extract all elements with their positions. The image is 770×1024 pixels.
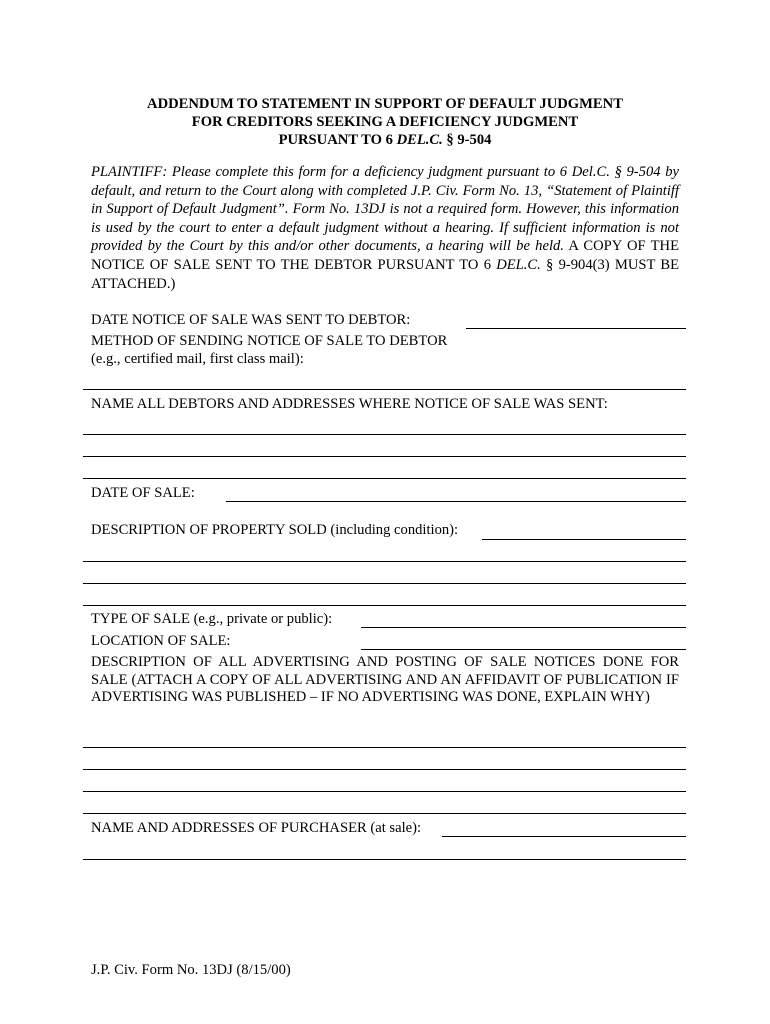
instructions-italic: PLAINTIFF: Please complete this form for a deficiency judgment pursuant to 6 Del.C. § 9-504 by default, and return to the Court along with completed J.P. Civ. Form No. 13, “Statement of Plaintiff in Support of Default Judgment”. Form No. 13DJ is not a required form. However, this information is used by the court to enter a default judgment without a hearing. If sufficient information is not provided by the Court by this and/or other documents, a hearing will be held. — [91, 164, 679, 255]
purchaser-line-2[interactable] — [83, 859, 686, 860]
debtors-addresses-line-1[interactable] — [83, 434, 686, 435]
title-line-3-post: § 9-504 — [442, 132, 492, 148]
title-line-3-pre: PURSUANT TO 6 — [278, 132, 397, 148]
location-of-sale-label: LOCATION OF SALE: — [91, 633, 231, 649]
property-description-label: DESCRIPTION OF PROPERTY SOLD (including condition): — [91, 522, 459, 538]
type-of-sale-label: TYPE OF SALE (e.g., private or public): — [91, 611, 333, 627]
property-description-line-2[interactable] — [83, 561, 686, 562]
debtors-addresses-line-3[interactable] — [83, 478, 686, 479]
date-notice-sent-field[interactable] — [466, 328, 686, 329]
instructions-paragraph — [91, 163, 679, 293]
title-line-1: ADDENDUM TO STATEMENT IN SUPPORT OF DEFAULT JUDGMENT — [147, 96, 623, 112]
property-description-line-3[interactable] — [83, 583, 686, 584]
advertising-line-1[interactable] — [83, 747, 686, 748]
title-line-2: FOR CREDITORS SEEKING A DEFICIENCY JUDGMENT — [191, 114, 579, 130]
purchaser-field[interactable] — [442, 836, 686, 837]
method-sending-example: (e.g., certified mail, first class mail): — [91, 351, 304, 367]
notice-requirement-em: DEL.C. — [496, 256, 541, 273]
purchaser-label: NAME AND ADDRESSES OF PURCHASER (at sale): — [91, 820, 422, 836]
property-description-line-4[interactable] — [83, 605, 686, 606]
location-of-sale-field[interactable] — [361, 649, 686, 650]
notice-requirement-pre: A COPY OF THE NOTICE OF SALE SENT TO THE DEBTOR PURSUANT TO 6 — [91, 238, 679, 273]
advertising-line-3[interactable] — [83, 791, 686, 792]
title-line-3-em: DEL.C. — [396, 132, 443, 148]
advertising-description-label: DESCRIPTION OF ALL ADVERTISING AND POSTING OF SALE NOTICES DONE FOR SALE (ATTACH A COPY OF ALL ADVERTISING AND AN AFFIDAVIT OF PUBLICATION IF ADVERTISING WAS PUBLISHED – IF NO ADVERTISING WAS DONE, EXPLAIN WHY) — [91, 654, 679, 706]
notice-requirement-post: § 9-904(3) MUST BE ATTACHED.) — [91, 256, 680, 292]
date-of-sale-field[interactable] — [226, 501, 686, 502]
date-notice-sent-label: DATE NOTICE OF SALE WAS SENT TO DEBTOR: — [91, 312, 411, 328]
form-identifier: J.P. Civ. Form No. 13DJ (8/15/00) — [91, 962, 291, 978]
method-sending-label: METHOD OF SENDING NOTICE OF SALE TO DEBTOR — [91, 333, 448, 349]
method-sending-field[interactable] — [83, 389, 686, 390]
date-of-sale-label: DATE OF SALE: — [91, 485, 195, 501]
property-description-field[interactable] — [482, 539, 686, 540]
debtors-addresses-line-2[interactable] — [83, 456, 686, 457]
advertising-line-4[interactable] — [83, 813, 686, 814]
type-of-sale-field[interactable] — [361, 627, 686, 628]
title-line-3 — [0, 131, 770, 150]
advertising-line-2[interactable] — [83, 769, 686, 770]
debtors-addresses-label: NAME ALL DEBTORS AND ADDRESSES WHERE NOTICE OF SALE WAS SENT: — [91, 396, 608, 412]
